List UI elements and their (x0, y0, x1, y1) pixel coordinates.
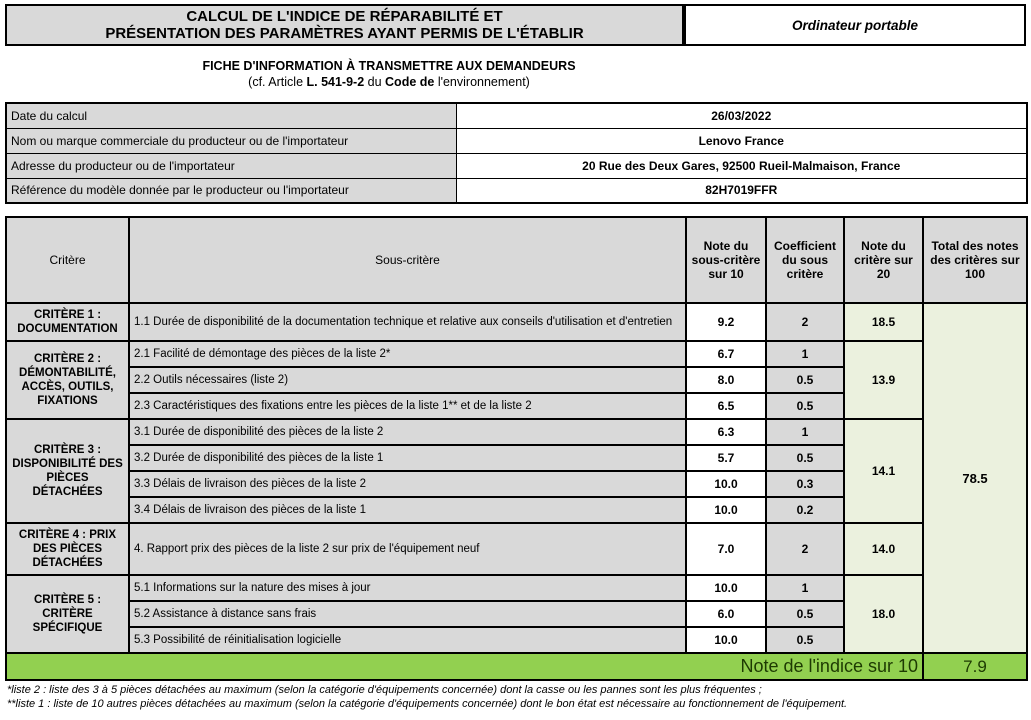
subcriterion-1-1-label: 1.1 Durée de disponibilité de la documentation technique et relative aux conseils d'utilisation et d'entretien (129, 303, 686, 341)
final-score-value: 7.9 (923, 653, 1027, 680)
subcriterion-3-2-note: 5.7 (686, 445, 766, 471)
subtitle-line2 (5, 74, 773, 90)
subcriterion-5-3-note: 10.0 (686, 627, 766, 653)
subcriterion-3-4-coefficient: 0.2 (766, 497, 844, 523)
subcriterion-5-2-label: 5.2 Assistance à distance sans frais (129, 601, 686, 627)
info-value-model: 82H7019FFR (456, 178, 1027, 203)
subcriterion-3-1-label: 3.1 Durée de disponibilité des pièces de la liste 2 (129, 419, 686, 445)
subcriterion-4-note: 7.0 (686, 523, 766, 575)
document-title-line2: PRÉSENTATION DES PARAMÈTRES AYANT PERMIS DE L'ÉTABLIR (105, 25, 584, 42)
info-value-brand: Lenovo France (456, 128, 1027, 153)
document-title-line1: CALCUL DE L'INDICE DE RÉPARABILITÉ ET (186, 8, 503, 25)
info-row (6, 128, 1027, 153)
criterion-5-label: CRITÈRE 5 : CRITÈRE SPÉCIFIQUE (6, 575, 129, 653)
subcriterion-3-2-label: 3.2 Durée de disponibilité des pièces de la liste 1 (129, 445, 686, 471)
criterion-2-label: CRITÈRE 2 : DÉMONTABILITÉ, ACCÈS, OUTILS, FIXATIONS (6, 341, 129, 419)
final-score-row (6, 653, 1027, 680)
subtitle-line2-article-ref: L. 541-9-2 (306, 75, 365, 89)
subcriterion-3-3-note: 10.0 (686, 471, 766, 497)
subcriterion-2-3-note: 6.5 (686, 393, 766, 419)
criterion-3-note20: 14.1 (844, 419, 923, 523)
subcriterion-3-4-label: 3.4 Délais de livraison des pièces de la liste 1 (129, 497, 686, 523)
subcriterion-3-4-note: 10.0 (686, 497, 766, 523)
subcriterion-1-1-coefficient: 2 (766, 303, 844, 341)
info-value-date: 26/03/2022 (456, 103, 1027, 128)
subcriterion-5-1-note: 10.0 (686, 575, 766, 601)
info-row (6, 178, 1027, 203)
criterion-4-note20: 14.0 (844, 523, 923, 575)
score-table-header (6, 217, 1027, 303)
criterion-1-note20: 18.5 (844, 303, 923, 341)
subcriterion-2-1-label: 2.1 Facilité de démontage des pièces de la liste 2* (129, 341, 686, 367)
header-row (5, 4, 1026, 46)
subcriterion-3-2-coefficient: 0.5 (766, 445, 844, 471)
criterion-4-label: CRITÈRE 4 : PRIX DES PIÈCES DÉTACHÉES (6, 523, 129, 575)
subcriterion-5-3-label: 5.3 Possibilité de réinitialisation logicielle (129, 627, 686, 653)
info-value-address: 20 Rue des Deux Gares, 92500 Rueil-Malmaison, France (456, 153, 1027, 178)
subtitle-line2-part: du (364, 75, 386, 89)
subcriterion-5-2-note: 6.0 (686, 601, 766, 627)
col-header-sous-critere: Sous-critère (129, 217, 686, 303)
total-score-100: 78.5 (923, 303, 1027, 653)
footnotes (5, 684, 1026, 711)
subcriterion-2-2-label: 2.2 Outils nécessaires (liste 2) (129, 367, 686, 393)
criterion-1-label: CRITÈRE 1 : DOCUMENTATION (6, 303, 129, 341)
footnote-liste1: **liste 1 : liste de 10 autres pièces détachées au maximum (selon la catégorie d'équipements concernée) dont le bon état est nécessaire au fonctionnement de l'équipement. (7, 697, 848, 710)
info-table (5, 102, 1028, 204)
subcriterion-2-1-note: 6.7 (686, 341, 766, 367)
table-row (6, 575, 1027, 601)
col-header-total: Total des notes des critères sur 100 (923, 217, 1027, 303)
info-label-date: Date du calcul (6, 103, 456, 128)
subtitle-line1: FICHE D'INFORMATION À TRANSMETTRE AUX DEMANDEURS (202, 59, 576, 73)
table-row (6, 419, 1027, 445)
document-title (5, 4, 684, 46)
subtitle-line2-part: (cf. Article (248, 75, 307, 89)
subcriterion-4-coefficient: 2 (766, 523, 844, 575)
final-score-label: Note de l'indice sur 10 (6, 653, 923, 680)
subcriterion-5-1-label: 5.1 Informations sur la nature des mises à jour (129, 575, 686, 601)
subtitle-line2-code: Code de (385, 75, 435, 89)
score-table (5, 216, 1028, 681)
criterion-3-label: CRITÈRE 3 : DISPONIBILITÉ DES PIÈCES DÉTACHÉES (6, 419, 129, 523)
subcriterion-2-1-coefficient: 1 (766, 341, 844, 367)
info-label-address: Adresse du producteur ou de l'importateur (6, 153, 456, 178)
subcriterion-5-3-coefficient: 0.5 (766, 627, 844, 653)
subcriterion-4-label: 4. Rapport prix des pièces de la liste 2 sur prix de l'équipement neuf (129, 523, 686, 575)
subcriterion-3-1-coefficient: 1 (766, 419, 844, 445)
col-header-coefficient: Coefficient du sous critère (766, 217, 844, 303)
footnote-liste2: *liste 2 : liste des 3 à 5 pièces détachées au maximum (selon la catégorie d'équipements concernée) dont la casse ou les pannes sont les plus fréquentes ; (7, 684, 762, 696)
table-row (6, 523, 1027, 575)
product-type-label: Ordinateur portable (791, 17, 918, 33)
subcriterion-5-2-coefficient: 0.5 (766, 601, 844, 627)
subcriterion-1-1-note: 9.2 (686, 303, 766, 341)
subcriterion-5-1-coefficient: 1 (766, 575, 844, 601)
subcriterion-2-2-coefficient: 0.5 (766, 367, 844, 393)
subcriterion-3-1-note: 6.3 (686, 419, 766, 445)
info-row (6, 103, 1027, 128)
info-row (6, 153, 1027, 178)
criterion-2-note20: 13.9 (844, 341, 923, 419)
subcriterion-2-3-label: 2.3 Caractéristiques des fixations entre les pièces de la liste 1** et de la liste 2 (129, 393, 686, 419)
subcriterion-2-2-note: 8.0 (686, 367, 766, 393)
col-header-critere: Critère (6, 217, 129, 303)
col-header-note-sous-critere: Note du sous-critère sur 10 (686, 217, 766, 303)
info-label-model: Référence du modèle donnée par le producteur ou l'importateur (6, 178, 456, 203)
product-type-box (684, 4, 1026, 46)
table-row (6, 303, 1027, 341)
subcriterion-2-3-coefficient: 0.5 (766, 393, 844, 419)
subcriterion-3-3-coefficient: 0.3 (766, 471, 844, 497)
criterion-5-note20: 18.0 (844, 575, 923, 653)
col-header-note-critere: Note du critère sur 20 (844, 217, 923, 303)
info-label-brand: Nom ou marque commerciale du producteur ou de l'importateur (6, 128, 456, 153)
subtitle (5, 58, 773, 90)
table-row (6, 341, 1027, 367)
subtitle-line2-part: l'environnement) (434, 75, 530, 89)
subcriterion-3-3-label: 3.3 Délais de livraison des pièces de la liste 2 (129, 471, 686, 497)
